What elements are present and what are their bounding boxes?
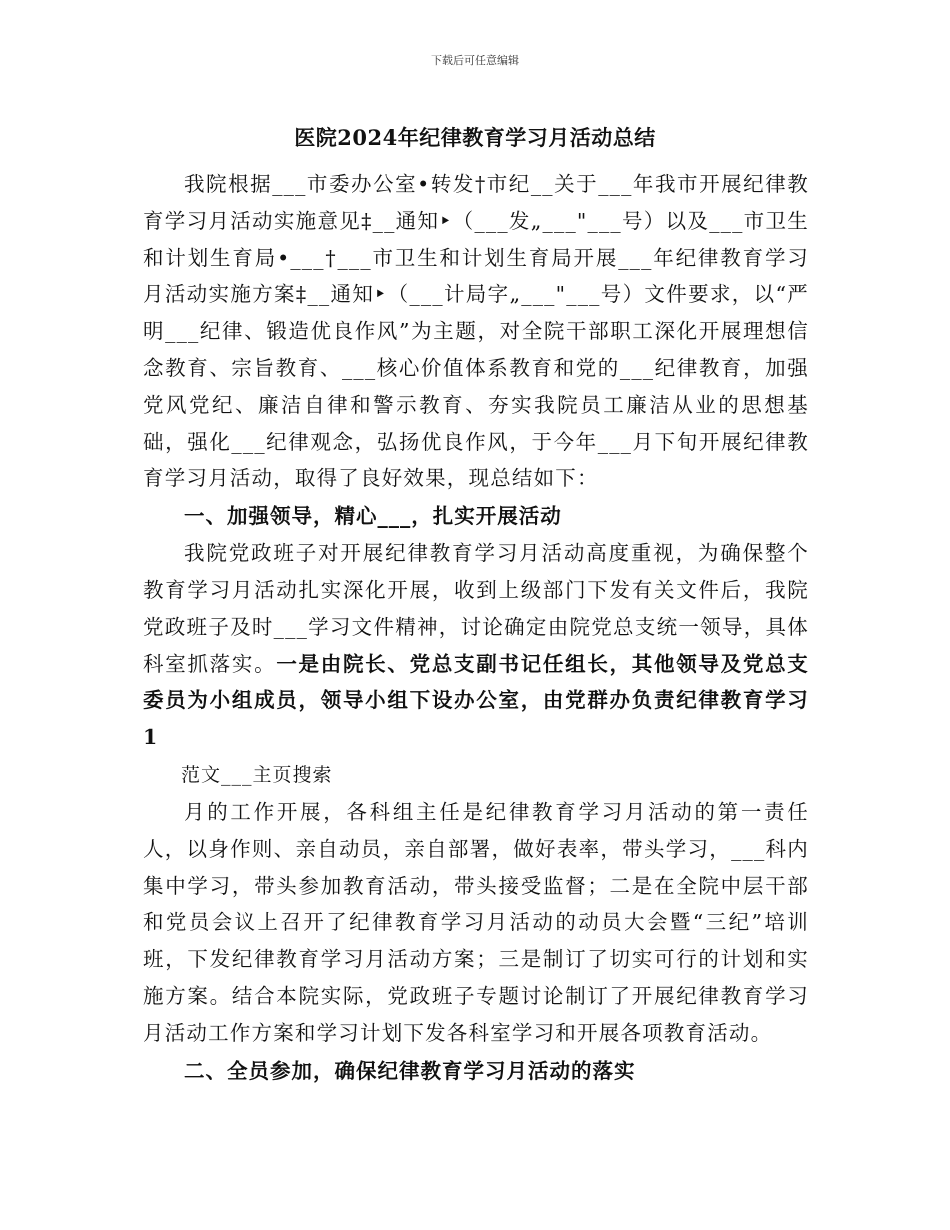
section-1-paragraph-1 — [143, 535, 809, 756]
section-2-heading: 二、全员参加，确保纪律教育学习月活动的落实 — [184, 1058, 636, 1083]
document-title: 医院2024年纪律教育学习月活动总结 — [294, 125, 656, 150]
document-body — [143, 166, 809, 1090]
intro-paragraph: 我院根据___市委办公室•转发†市纪__关于___年我市开展纪律教育学习月活动实施意见‡__通知‣（___发„___"___号）以及___市卫生和计划生育局•___†___市卫生和计划生育局开展___年纪律教育学习月活动实施方案‡__通知‣（___计局字„___"___号）文件要求，以“严明___纪律、锻造优良作风”为主题，对全院干部职工深化开展理想信念教育、宗旨教育、___核心价值体系教育和党的___纪律教育，加强党风党纪、廉洁自律和警示教育、夯实我院员工廉洁从业的思想基础，强化___纪律观念，弘扬优良作风，于今年___月下旬开展纪律教育学习月活动，取得了良好效果，现总结如下： — [143, 172, 809, 491]
section-1-paragraph-1-normal: 我院党政班子对开展纪律教育学习月活动高度重视，为确保整个教育学习月活动扎实深化开展，收到上级部门下发有关文件后，我院党政班子及时___学习文件精神，讨论确定由院党总支统一领导，具体科室抓落实。 — [143, 541, 809, 676]
section-1-heading: 一、加强领导，精心___，扎实开展活动 — [184, 504, 562, 529]
page-footer-link: 范文___主页搜索 — [181, 763, 333, 786]
header-note: 下载后可任意编辑 — [431, 54, 519, 67]
section-1-paragraph-1-bold: 一是由院长、党总支副书记任组长，其他领导及党总支委员为小组成员，领导小组下设办公室，由党群办负责纪律教育学习1 — [143, 651, 809, 750]
section-1-paragraph-2: 月的工作开展，各科组主任是纪律教育学习月活动的第一责任人，以身作则、亲自动员，亲自部署，做好表率，带头学习，___科内集中学习，带头参加教育活动，带头接受监督；二是在全院中层干部和党员会议上召开了纪律教育学习月活动的动员大会暨“三纪”培训班，下发纪律教育学习月活动方案；三是制订了切实可行的计划和实施方案。结合本院实际，党政班子专题讨论制订了开展纪律教育学习月活动工作方案和学习计划下发各科室学习和开展各项教育活动。 — [143, 799, 809, 1045]
